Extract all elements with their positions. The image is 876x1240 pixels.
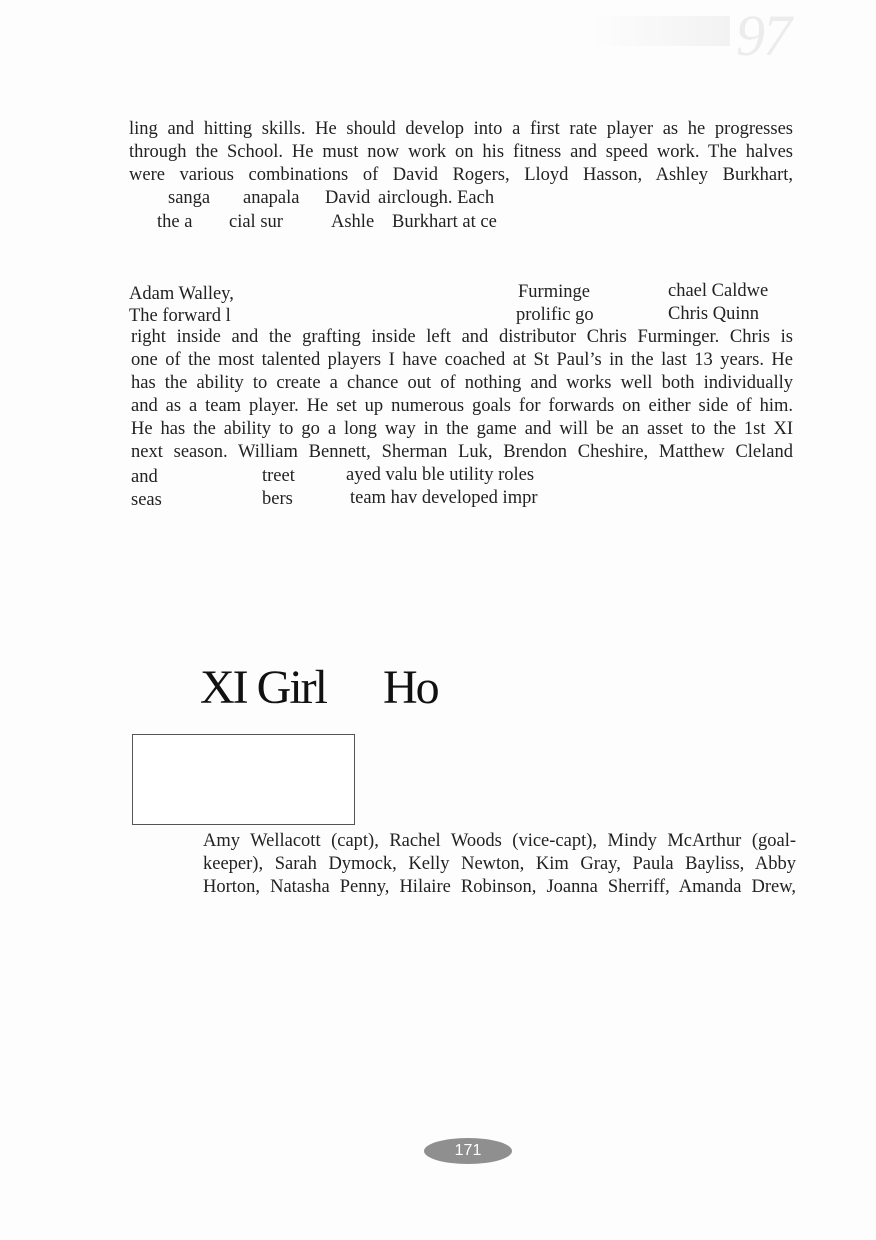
text-fragment: chael Caldwe xyxy=(668,281,769,301)
text-fragment: anapala xyxy=(243,188,300,208)
page-number-badge xyxy=(424,1138,512,1164)
text-line: through the School. He must now work on his fitness and speed work. The halves xyxy=(129,142,793,162)
text-line: has the ability to create a chance out of nothing and works well both individually xyxy=(131,373,793,393)
text-fragment: The forward l xyxy=(129,306,231,326)
text-fragment: Chris Quinn xyxy=(668,304,759,324)
text-line: Amy Wellacott (capt), Rachel Woods (vice-capt), Mindy McArthur (goal- xyxy=(203,831,796,851)
text-line: ling and hitting skills. He should develop into a first rate player as he progresses xyxy=(129,119,793,139)
text-line: Horton, Natasha Penny, Hilaire Robinson, Joanna Sherriff, Amanda Drew, xyxy=(203,877,796,897)
text-line: one of the most talented players I have coached at St Paul’s in the last 13 years. He xyxy=(131,350,793,370)
year-watermark: 97 xyxy=(736,3,790,68)
text-fragment: David xyxy=(325,188,371,208)
text-fragment: the a xyxy=(157,212,193,232)
text-line: right inside and the grafting inside left and distributor Chris Furminger. Chris is xyxy=(131,327,793,347)
text-fragment: prolific go xyxy=(516,305,594,325)
text-line: keeper), Sarah Dymock, Kelly Newton, Kim Gray, Paula Bayliss, Abby xyxy=(203,854,796,874)
text-fragment: airclough. Each xyxy=(378,188,495,208)
text-fragment: and xyxy=(131,467,158,487)
heading-part: Ho xyxy=(383,661,438,714)
page-number: 171 xyxy=(454,1142,482,1159)
text-fragment: team hav developed impr xyxy=(350,488,538,508)
text-fragment: sanga xyxy=(168,188,211,208)
text-fragment: Adam Walley, xyxy=(129,284,234,304)
text-fragment: Ashle xyxy=(331,212,375,232)
photo-placeholder xyxy=(132,734,355,825)
text-fragment: seas xyxy=(131,490,162,510)
header-fade xyxy=(590,16,730,46)
text-line: were various combinations of David Rogers, Lloyd Hasson, Ashley Burkhart, xyxy=(129,165,793,185)
text-fragment: treet xyxy=(262,466,295,486)
text-fragment: Burkhart at ce xyxy=(392,212,497,232)
text-line: He has the ability to go a long way in the game and will be an asset to the 1st XI xyxy=(131,419,793,439)
text-fragment: cial sur xyxy=(229,212,283,232)
text-fragment: bers xyxy=(262,489,293,509)
text-fragment: ayed valu ble utility roles xyxy=(346,465,535,485)
text-fragment: Furminge xyxy=(518,282,590,302)
heading-part: XI Girl xyxy=(200,661,326,714)
text-line: next season. William Bennett, Sherman Luk, Brendon Cheshire, Matthew Cleland xyxy=(131,442,793,462)
text-line: and as a team player. He set up numerous goals for forwards on either side of him. xyxy=(131,396,793,416)
